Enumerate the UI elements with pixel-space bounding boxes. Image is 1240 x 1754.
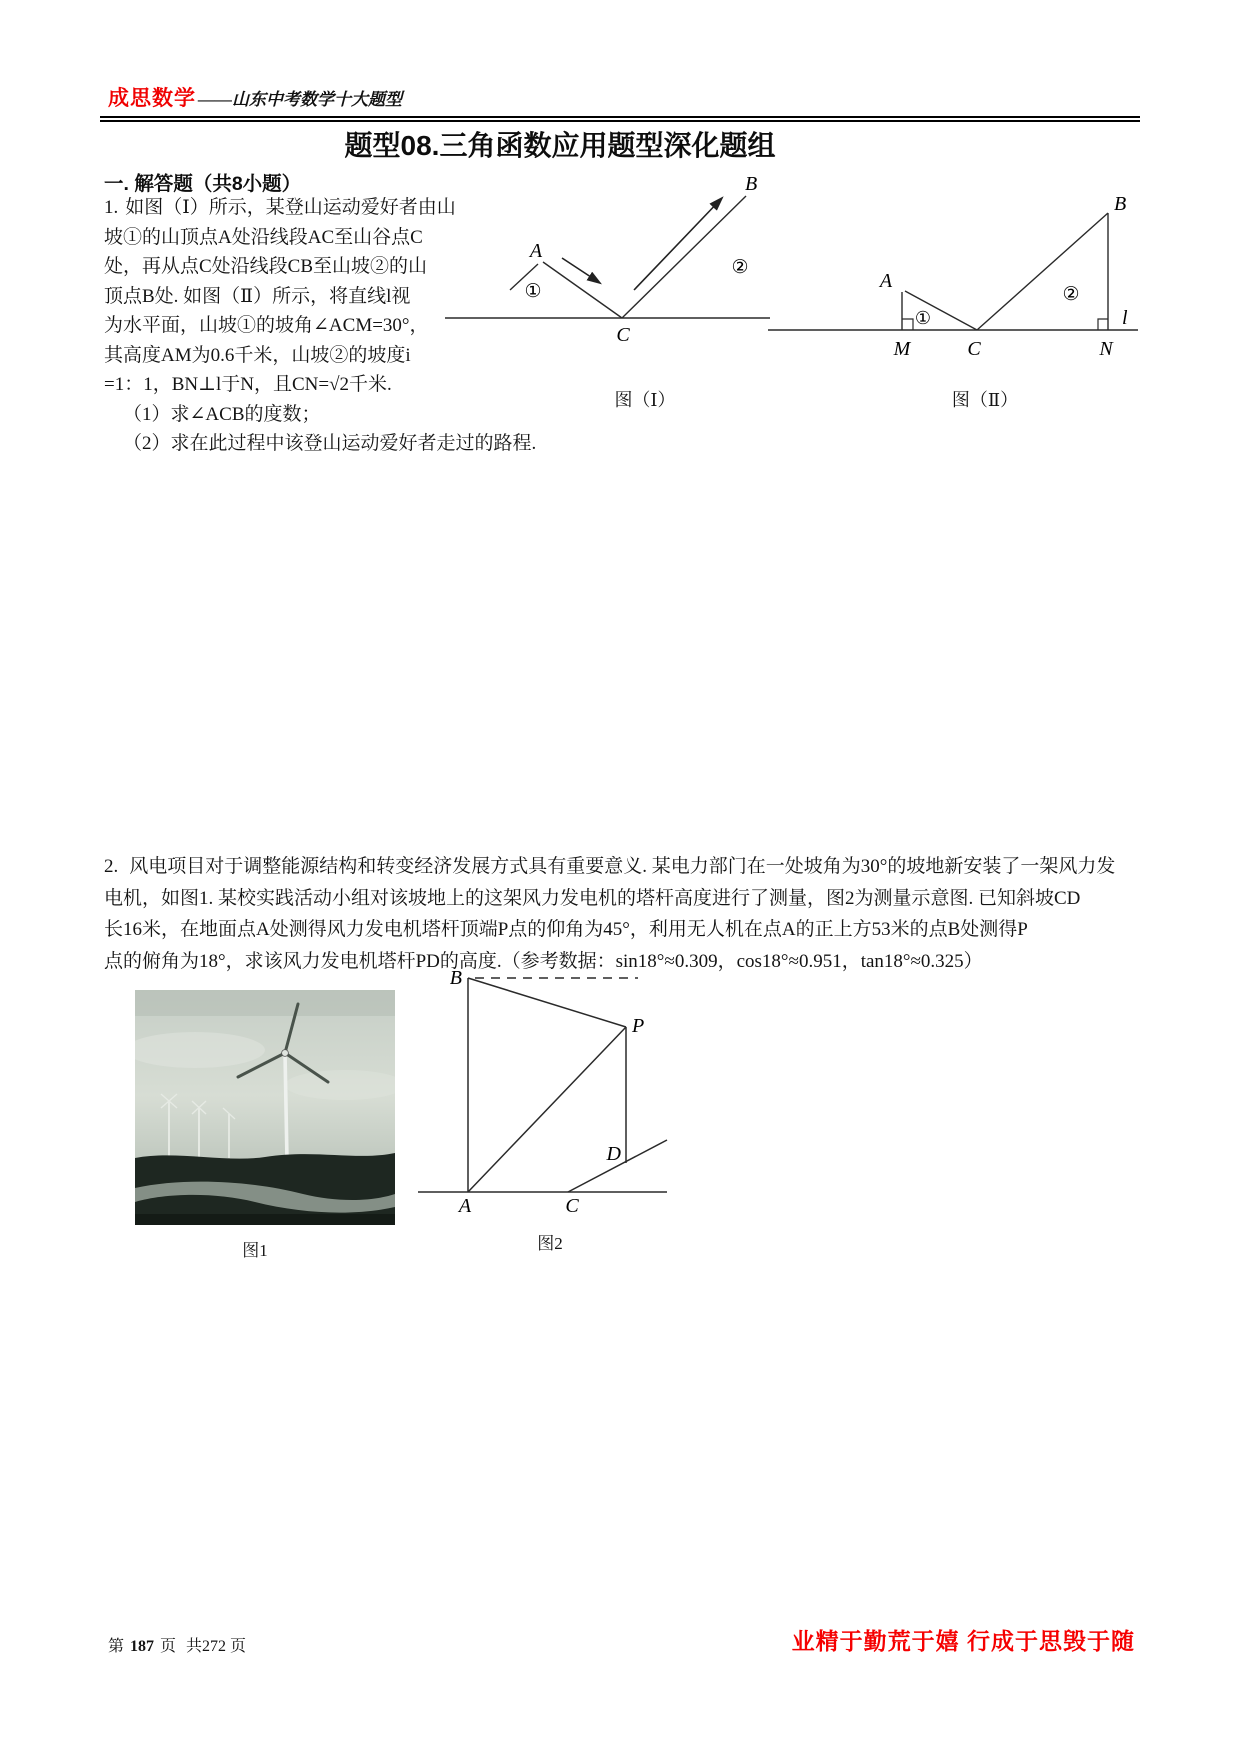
ascent-arrow xyxy=(634,198,722,290)
right-angle-N xyxy=(1098,319,1108,330)
figure-2-diagram xyxy=(405,960,705,1225)
slope1-label: ① xyxy=(524,281,542,302)
section-heading: 一. 解答题（共8小题） xyxy=(104,173,302,195)
point-label-B: B xyxy=(449,967,462,989)
point-label-A: A xyxy=(458,1195,472,1217)
brand-subtitle: ——山东中考数学十大题型 xyxy=(198,90,402,109)
problem1-line: 坡①的山顶点A处沿线段AC至山谷点C xyxy=(104,226,423,248)
slope-CB xyxy=(977,213,1108,330)
wind-turbine-photo xyxy=(135,990,395,1230)
problem2-line: 2. 风电项目对于调整能源结构和转变经济发展方式具有重要意义. 某电力部门在一处坡角为30°的坡地新安装了一架风力发 xyxy=(104,856,1116,877)
problem2-text xyxy=(104,851,1115,977)
problem1-line: =1：1，BN⊥l于N，且CN=√2千米. xyxy=(104,374,392,395)
point-label-P: P xyxy=(632,1015,645,1037)
problem1-line: 处，再从点C处沿线段CB至山坡②的山 xyxy=(104,256,428,277)
figure-2-caption: 图2 xyxy=(537,1234,563,1253)
point-label-C: C xyxy=(565,1195,579,1217)
problem1-line: 顶点B处. 如图（Ⅱ）所示，将直线l视 xyxy=(104,285,411,307)
figure-II-caption: 图（Ⅱ） xyxy=(951,390,1019,410)
segment-AP xyxy=(468,1027,626,1192)
slope2-label: ② xyxy=(731,257,749,278)
problem1-line: 其高度AM为0.6千米，山坡②的坡度i xyxy=(104,344,411,366)
problem1-line: 为水平面，山坡①的坡角∠ACM=30°， xyxy=(104,315,429,336)
line-label-l: l xyxy=(1122,307,1128,329)
figure-I-caption: 图（Ⅰ） xyxy=(614,390,676,410)
problem2-line: 电机，如图1. 某校实践活动小组对该坡地上的这架风力发电机的塔杆高度进行了测量，图2为测量示意图. 已知斜坡CD xyxy=(104,887,1081,909)
point-label-C: C xyxy=(616,324,630,346)
header-divider xyxy=(100,116,1140,122)
point-label-A: A xyxy=(529,240,543,262)
figure-II-diagram xyxy=(765,160,1140,400)
brand xyxy=(108,82,402,112)
slope-CB xyxy=(622,196,749,318)
point-label-D: D xyxy=(606,1143,621,1165)
segment-BP xyxy=(468,978,626,1027)
slope-AC xyxy=(543,262,622,318)
problem1-subquestion-2: （2）求在此过程中该登山运动爱好者走过的路程. xyxy=(123,433,537,454)
problem1-line: 1. 如图（Ⅰ）所示，某登山运动爱好者由山 xyxy=(104,197,456,218)
total-pages: 272 xyxy=(202,1638,227,1655)
point-label-B: B xyxy=(1114,193,1127,215)
problem2-number: 2. xyxy=(104,856,119,877)
right-angle-M xyxy=(902,319,913,330)
problem2-line: 点的俯角为18°，求该风力发电机塔杆PD的高度.（参考数据：sin18°≈0.309，cos18°≈0.951，tan18°≈0.325） xyxy=(104,950,983,972)
slope2-label: ② xyxy=(1062,284,1080,305)
current-page-number: 187 xyxy=(130,1638,155,1655)
page-number: 第 187 页 共272 页 xyxy=(108,1638,247,1655)
point-label-C: C xyxy=(967,338,981,360)
photo-cloud-band xyxy=(135,990,395,1016)
point-label-B: B xyxy=(745,173,758,195)
figure-I-diagram xyxy=(440,160,775,400)
point-label-N: N xyxy=(1099,338,1113,360)
problem1-number: 1. xyxy=(104,197,119,218)
slope1-label: ① xyxy=(914,308,932,328)
problem2-line: 长16米，在地面点A处测得风力发电机塔杆顶端P点的仰角为45°，利用无人机在点A的正上方53米的点B处测得P xyxy=(104,919,1028,940)
photo-ground-edge xyxy=(135,1214,395,1225)
brand-name: 成思数学 xyxy=(108,87,196,110)
photo-caption: 图1 xyxy=(242,1241,268,1260)
page-title: 题型08.三角函数应用题型深化题组 xyxy=(344,130,776,161)
problem1-subquestion-1: （1）求∠ACB的度数； xyxy=(123,403,321,425)
point-label-M: M xyxy=(893,338,911,360)
point-label-A: A xyxy=(879,270,893,292)
footer-slogan: 业精于勤荒于嬉 行成于思毁于随 xyxy=(791,1628,1135,1654)
